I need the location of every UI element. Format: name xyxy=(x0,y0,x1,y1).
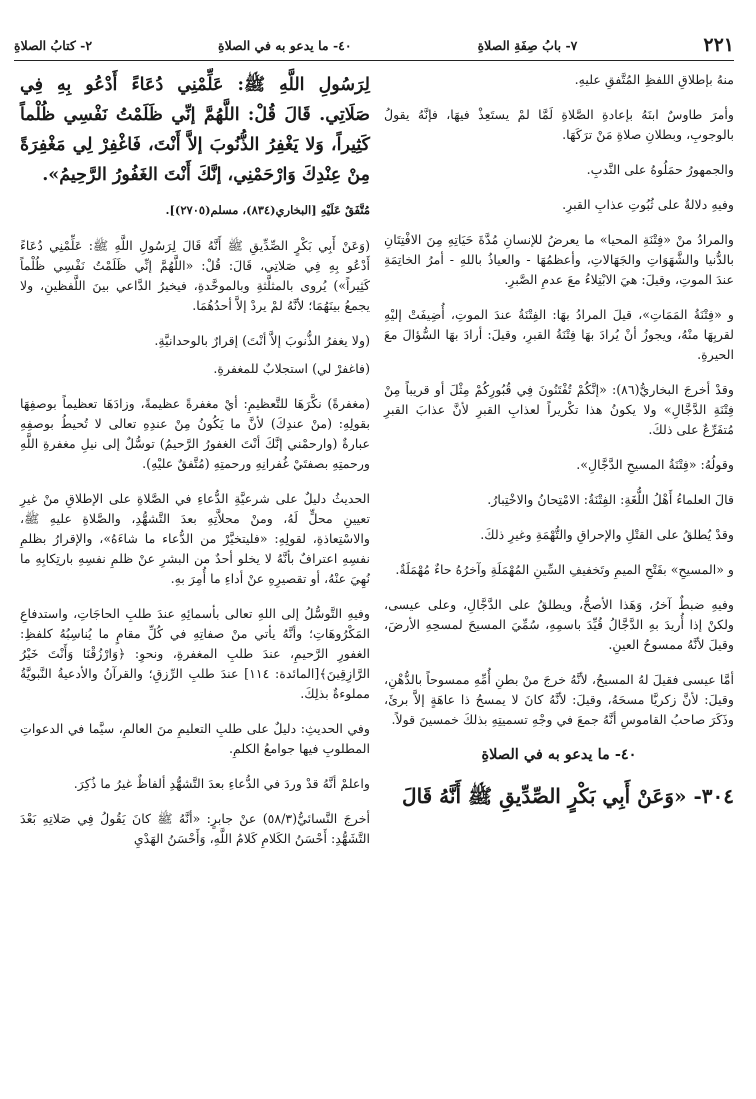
paragraph: (ولا يغفرُ الذُّنوبَ إلاَّ أنْتَ) إقرارٌ بالوحدانيَّةِ. xyxy=(154,333,370,348)
paragraph: و «فِتْنَةُ المَمَاتِ»، قيلَ المرادُ بهَا: الفِتْنَةُ عندَ الموتِ، أُضِيفَتْ إليْهِ لقربِهَا منْهُ، ويجوزُ أنْ يُرادَ بهَا فِتْنَةُ القبرِ، وقيلَ: أرادَ بهَا السُّؤالَ معَ الحيرةِ. xyxy=(384,307,734,362)
paragraph: واعلمْ أنَّهُ قدْ وردَ في الدُّعاءِ بعدَ التَّشهُّدِ ألفاظٌ غيرُ ما ذُكِرَ. xyxy=(73,776,370,791)
paragraph: وفيهِ ضبطٌ آخرُ، وَهَذا الأصحُّ، ويطلقُ على الدَّجَّالِ، وعلى عيسى، ولكنْ إذا أُريدَ بهِ الدَّجَّالُ قُيِّدَ باسمِهِ، سُمِّيَ المسيحَ لمسحِهِ الأرضَ، وقيلَ لأنَّهُ ممسوحُ العينِ. xyxy=(384,597,734,652)
paragraph: والجمهورُ حمَلُوهُ على النَّدبِ. xyxy=(586,162,734,177)
paragraph: أمَّا عيسى فقيلَ لهُ المسيحُ، لأنَّهُ خرجَ منْ بطنِ أُمِّهِ ممسوحاً بالدُّهْنِ، وقيلَ: لأنَّ زكريَّا مسحَهُ، وقيلَ: لأنَّهُ كانَ لا يمسحُ ذا عاهَةٍ إلاَّ برئَ، وذَكَرَ صاحبُ القاموسِ أنَّهُ جمعَ في وجْهِ تسميتِهِ بذلكَ خمسينَ قولاً. xyxy=(384,672,734,727)
paragraph: وقدْ يُطلقُ على القتْلِ والإحراقِ والتُّهْمَةِ وغيرِ ذلكَ. xyxy=(480,527,734,542)
paragraph: والمرادُ منْ «فِتْنَةِ المحيا» ما يعرضُ للإنسانِ مُدَّةَ حَيَاتِهِ مِنَ الافْتِتَانِ بالدُّنيا والشَّهَوَاتِ والجَهَالاتِ، وأعظمُهَا - والعياذُ باللهِ - أمرُ الخاتِمَةِ عندَ الموتِ، وقيلَ: هيَ الابْتِلاءُ معَ عدمِ الصَّبرِ. xyxy=(384,232,734,287)
page-header xyxy=(14,30,734,61)
right-column xyxy=(384,70,734,811)
paragraph: (وَعَنْ أَبِي بَكْرٍ الصِّدِّيقِ ﷺ أَنَّهُ قَالَ لِرَسُولِ اللَّهِ ﷺ: عَلِّمْنِي دُعَاءً أَدْعُو بِهِ فِي صَلاتِي، قَالَ: قُلْ: «اللَّهُمَّ إنِّي ظَلَمْتُ نَفْسِي ظُلْماً كَثِيراً») يُروى بالمثلَّثةِ وبالموحَّدةِ، فيخيرُ الدَّاعي بينَ اللَّفظينِ، ولا يجمعُ بينَهُمَا؛ لأنَّهُ لمْ يردْ إلاَّ أحدُهُمَا. xyxy=(20,238,370,313)
paragraph: أخرجَ النَّسائيُّ(٥٨/٣) عنْ جابرٍ: «أنَّهُ ﷺ كانَ يَقُولُ فِي صَلاتِهِ بَعْدَ التَّشَهُّدِ: أَحْسَنُ الكَلامِ كَلامُ اللَّهِ، وَأَحْسَنُ الهَدْيِ xyxy=(20,811,370,846)
hadith-reference: مُتَّفَقٌ عَلَيْهِ [البخاري(٨٣٤)، مسلم(٢٧٠٥)]. xyxy=(165,203,370,217)
paragraph: (مغفرةً) نكَّرَهَا للتَّعظيمِ: أيْ مغفرةً عظيمةً، وزادَهَا تعظيماً بوصفِهَا بقولِهِ: (منْ عندِكَ) لأنَّ ما يَكُونُ مِنْ عندِهِ تعالى لا تُحيطُ بوصفِهِ عبارةٌ (وارحمْني إنَّكَ أنْتَ الغفورُ الرَّحيمُ) توسُّلٌ إلى نيلِ مغفرةِ اللَّهِ ورحمتِهِ بصفتَيْ غُفرانِهِ ورحمتِهِ (مُتَّفقٌ عليْهِ). xyxy=(20,396,370,471)
paragraph: الحديثُ دليلٌ على شرعيَّةِ الدُّعاءِ في الصَّلاةِ على الإطلاقِ منْ غيرِ تعيينِ محلٍّ لَهُ، ومنْ محلاَّتِهِ بعدَ التَّشهُّدِ، والصَّلاةِ عليهِ ﷺ، والاسْتِعاذةِ، لقولِهِ: «فليتخيَّرْ من الدُّعاء ما شاءَهُ»، والإقرارُ بظلمِ نفسِهِ اعترافٌ بأنَّهُ لا يخلو أحدٌ من البشرِ عنْ ظلمِ نفسِهِ بارتِكابِهِ ما نُهِيَ عنْهُ، أو تقصيرِهِ عنْ أداءِ ما أُمِرَ بهِ. xyxy=(20,491,370,586)
section-title: ٤٠- ما يدعو به في الصلاةِ xyxy=(218,37,352,53)
page-number: ٢٢١ xyxy=(703,34,734,56)
section-heading: ٤٠- ما يدعو به في الصلاةِ xyxy=(481,746,637,763)
chapter-title: ٧- بابُ صِفَةِ الصلاةِ xyxy=(477,37,578,53)
paragraph: وأمرَ طاوسٌ ابنَهُ بإعادةِ الصَّلاةِ لَمَّا لمْ يستَعِذْ فيهَا، فإنَّهُ يقولُ بالوجوبِ، وبطلانِ صلاةِ مَنْ ترَكَهَا. xyxy=(384,107,734,142)
paragraph: وقدْ أخرجَ البخاريُّ(٨٦): «إنَّكُمْ تُفْتَنُونَ فِي قُبُورِكُمْ مِثْلَ أو قريباً مِنْ فِتْنَةِ الدَّجَّالِ» ولا يكونُ هذا تكْريراً لعذابِ القبرِ لأنَّ عذابَ القبرِ مُتفَرِّعٌ على ذلكَ. xyxy=(384,382,734,437)
paragraph: وقولُهُ: «فِتْنَةُ المسيحِ الدَّجَّالِ». xyxy=(576,457,734,472)
hadith-text: لِرَسُولِ اللَّهِ ﷺ: عَلِّمْنِي دُعَاءً أَدْعُو بِهِ فِي صَلَاتِي. قَالَ قُلْ: اللَّهُمَّ إنِّي ظَلَمْتُ نَفْسِي ظُلْماً كَثِيراً، وَلا يَغْفِرُ الذُّنُوبَ إلاَّ أَنْتَ، فَاغْفِرْ لِي مَغْفِرَةً مِنْ عِنْدِكَ وَارْحَمْنِي، إنَّكَ أَنْتَ الغَفُورُ الرَّحِيمُ». xyxy=(20,75,370,185)
hadith-start: ٣٠٤- «وَعَنْ أَبِي بَكْرٍ الصِّدِّيقِ ﷺ أَنَّهُ قَالَ xyxy=(402,784,734,808)
paragraph: وفيهِ التَّوسُّلُ إلى اللهِ تعالى بأسمائِهِ عندَ طلبِ الحاجَاتِ، واستدفاعِ المَكْرُوهَاتِ؛ وأنَّهُ يأتي منْ صفاتِهِ في كُلِّ مقامٍ ما يُناسِبُهُ كلفظِ: الغفورِ الرَّحيمِ، عندَ طلبِ المغفرةِ، ونحوِ: ﴿وَارْزُقْنَا وَأَنْتَ خَيْرُ الرَّازِقِينَ﴾[المائدة: ١١٤] عندَ طلبِ الرِّزقِ؛ والقرآنُ والأدعيةُ النَّبويَّةُ مملوءةٌ بذلِكَ. xyxy=(20,606,371,701)
paragraph: وفيهِ دلالةٌ على ثُبُوتِ عذابِ القبرِ. xyxy=(562,197,734,212)
paragraph: (فاغفرْ لي) استجلابٌ للمغفرةِ. xyxy=(213,361,370,376)
paragraph: منهُ بإطلاقِ اللفظِ المُتَّفقِ عليهِ. xyxy=(574,72,734,87)
paragraph: وفي الحديثِ: دليلٌ على طلبِ التعليمِ منَ العالمِ، سيَّما في الدعواتِ المطلوبِ فيها جوامعُ الكلمِ. xyxy=(20,721,370,756)
paragraph: و «المسيحِ» بفَتْحِ الميمِ وتَخفيفِ السِّينِ المُهْمَلَةِ وآخرُهُ حاءٌ مُهْمَلَةٌ. xyxy=(395,562,734,577)
left-column xyxy=(20,70,370,864)
paragraph: قالَ العلماءُ أَهْلُ اللُّغَةِ: الفِتْنَةُ: الامْتِحانُ والاخْتِبارُ. xyxy=(487,492,734,507)
book-title: ٢- كتابُ الصلاةِ xyxy=(14,37,93,53)
